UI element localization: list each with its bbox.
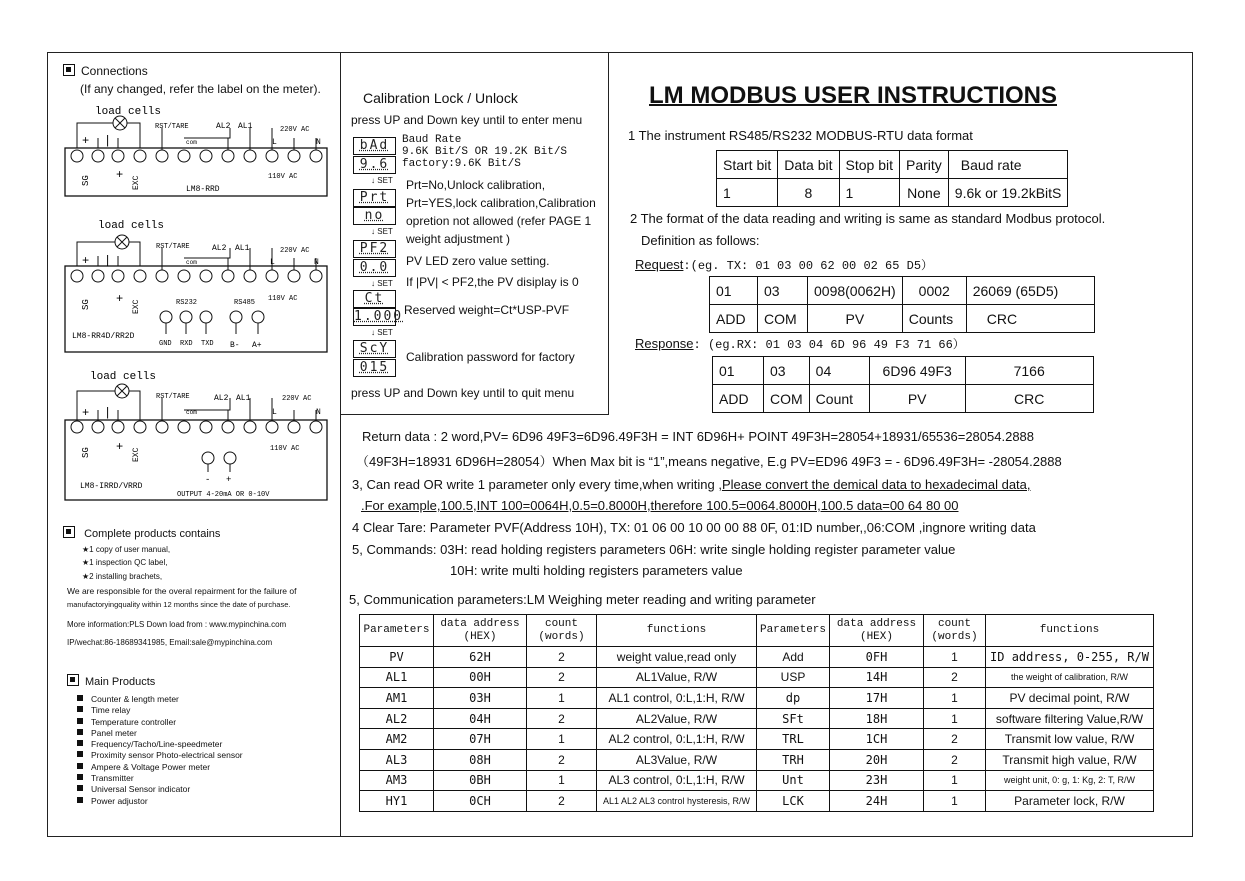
- table-cell: Unt: [757, 770, 830, 791]
- output-label: OUTPUT 4-20mA OR 0-10V: [177, 491, 270, 499]
- a-plus-label: A+: [252, 341, 262, 350]
- table-cell: PV decimal point, R/W: [986, 688, 1154, 709]
- table-cell: AL3: [360, 749, 434, 770]
- complete-heading: Complete products contains: [63, 526, 220, 540]
- enter-menu-text: press UP and Down key until to enter menu: [351, 113, 583, 127]
- exc-label: EXC: [132, 175, 141, 190]
- rst-label: RST/TARE: [156, 243, 190, 251]
- table-cell: software filtering Value,R/W: [986, 708, 1154, 729]
- rst-label: RST/TARE: [155, 123, 189, 131]
- com-label: com: [186, 139, 197, 146]
- table-cell: 1CH: [830, 729, 924, 750]
- v110-label: 110V AC: [268, 295, 298, 303]
- wiring-diagram-rr4d: [60, 214, 335, 356]
- table-cell: 1: [924, 791, 986, 812]
- divider: [340, 414, 608, 415]
- table-cell: AL1 AL2 AL3 control hysteresis, R/W: [597, 791, 757, 812]
- column-header: data address (HEX): [830, 615, 924, 647]
- table-cell: SFt: [757, 708, 830, 729]
- divider: [608, 52, 609, 415]
- table-cell: 14H: [830, 667, 924, 688]
- table-cell: AL1Value, R/W: [597, 667, 757, 688]
- al2-label: AL2: [212, 244, 227, 253]
- model-label: LM8-RRD: [186, 185, 220, 194]
- table-cell: 07H: [434, 729, 527, 750]
- gnd-label: GND: [159, 340, 172, 348]
- complete-item: ★1 copy of user manual,: [82, 545, 171, 554]
- table-cell: COM: [764, 385, 810, 413]
- table-cell: 03: [764, 357, 810, 385]
- table-cell: 0CH: [434, 791, 527, 812]
- return-data-text: Return data : 2 word,PV= 6D96 49F3=6D96.49F3H = INT 6D96H+ POINT 49F3H=28054+18931/65536=28054.2888: [362, 429, 1035, 444]
- wiring-diagram-rrd: [60, 98, 335, 200]
- download-info: More information:PLS Down load from : www.mypinchina.com: [67, 620, 287, 629]
- table-cell: 1: [527, 688, 597, 709]
- com-label: com: [186, 409, 197, 416]
- table-cell: AM2: [360, 729, 434, 750]
- lcd-display: Ct: [353, 290, 396, 308]
- al2-label: AL2: [216, 122, 231, 131]
- al1-label: AL1: [238, 122, 253, 131]
- table-row: [360, 791, 1154, 812]
- table-cell: PV: [360, 647, 434, 668]
- table-cell: 01: [710, 277, 758, 305]
- table-cell: 1: [527, 770, 597, 791]
- pf2-text: PV LED zero value setting. If |PV| < PF2,the PV disiplay is 0: [406, 254, 579, 289]
- table-row: [360, 770, 1154, 791]
- set-arrow: ↓ SET: [371, 279, 393, 288]
- set-arrow: ↓ SET: [371, 328, 393, 337]
- table-cell: weight unit, 0: g, 1: Kg, 2: T, R/W: [986, 770, 1154, 791]
- table-cell: AL3 control, 0:L,1:H, R/W: [597, 770, 757, 791]
- checkbox-icon: [63, 526, 75, 538]
- table-cell: LCK: [757, 791, 830, 812]
- table-cell: USP: [757, 667, 830, 688]
- section-2-text: 2 The format of the data reading and writing is same as standard Modbus protocol.: [630, 211, 1106, 226]
- plus-label: +: [82, 406, 90, 420]
- section-5-commands: 10H: write multi holding registers parameters value: [450, 563, 743, 578]
- table-row: [360, 729, 1154, 750]
- table-cell: 01: [713, 357, 764, 385]
- table-cell: CRC: [965, 385, 1093, 413]
- model-label: LM8-IRRD/VRRD: [80, 482, 143, 491]
- table-cell: 2: [527, 667, 597, 688]
- minus-label: |: [104, 406, 112, 420]
- table-cell: AL3Value, R/W: [597, 749, 757, 770]
- table-cell: 1: [717, 179, 778, 207]
- section-5-params: 5, Communication parameters:LM Weighing meter reading and writing parameter: [349, 592, 816, 607]
- table-cell: AL1: [360, 667, 434, 688]
- section-3-text: 3, Can read OR write 1 parameter only every time,when writing ,Please convert the demical data to hexadecimal data,: [352, 477, 1031, 492]
- table-cell: 7166: [965, 357, 1093, 385]
- section-3-example: .For example,100.5,INT 100=0064H,0.5=0.8000H,therefore 100.5=0064.8000H,100.5 data=00 64 80 00: [361, 498, 959, 513]
- table-cell: Baud rate: [948, 151, 1068, 179]
- connections-note: (If any changed, refer the label on the meter).: [80, 82, 321, 96]
- prt-text: Prt=No,Unlock calibration, Prt=YES,lock calibration,Calibration opretion not allowed (refer PAGE 1 weight adjustment ): [406, 178, 596, 246]
- table-cell: AL2Value, R/W: [597, 708, 757, 729]
- table-cell: 17H: [830, 688, 924, 709]
- model-label: LM8-RR4D/RR2D: [72, 332, 135, 341]
- connections-heading: Connections: [63, 64, 148, 78]
- table-cell: 18H: [830, 708, 924, 729]
- rs232-label: RS232: [176, 299, 198, 307]
- lcd-display: no: [353, 207, 396, 225]
- n-label: N: [314, 258, 319, 267]
- table-cell: ADD: [710, 305, 758, 333]
- section-5-commands: 5, Commands: 03H: read holding registers parameters 06H: write single holding register parameter value: [352, 542, 956, 557]
- com-label: com: [186, 259, 197, 266]
- table-cell: Data bit: [778, 151, 839, 179]
- table-cell: 62H: [434, 647, 527, 668]
- table-cell: AM3: [360, 770, 434, 791]
- table-cell: 0098(0062H): [808, 277, 903, 305]
- return-data-text: （49F3H=18931 6D96H=28054）When Max bit is “1”,means negative, E.g PV=ED96 49F3 = - 6D96.49F3H= -28054.2888: [356, 454, 1062, 469]
- minus-label: |: [104, 254, 112, 268]
- table-cell: TRH: [757, 749, 830, 770]
- ct-text: Reserved weight=Ct*USP-PVF: [404, 303, 570, 317]
- n-label: N: [316, 408, 321, 417]
- l-label: L: [272, 408, 277, 417]
- table-cell: AL2: [360, 708, 434, 729]
- table-cell: PV: [808, 305, 903, 333]
- data-format-table: [716, 150, 1068, 207]
- response-table: [712, 356, 1094, 413]
- list-item: Universal Sensor indicator: [77, 784, 243, 795]
- main-products-heading: Main Products: [67, 674, 155, 688]
- table-cell: 23H: [830, 770, 924, 791]
- table-cell: 20H: [830, 749, 924, 770]
- table-row: [360, 688, 1154, 709]
- baud-rate-text: Baud Rate 9.6K Bit/S OR 19.2K Bit/S factory:9.6K Bit/S: [402, 134, 568, 170]
- table-cell: the weight of calibration, R/W: [986, 667, 1154, 688]
- table-cell: 1: [924, 708, 986, 729]
- lcd-display: 1.000: [354, 309, 404, 324]
- divider: [340, 52, 341, 837]
- column-header: data address (HEX): [434, 615, 527, 647]
- lcd-display: 0.0: [353, 259, 396, 277]
- table-cell: 1: [527, 729, 597, 750]
- rst-label: RST/TARE: [156, 393, 190, 401]
- txd-label: TXD: [201, 340, 214, 348]
- list-item: Frequency/Tacho/Line-speedmeter: [77, 739, 243, 750]
- table-row: [360, 667, 1154, 688]
- list-item: Temperature controller: [77, 717, 243, 728]
- rxd-label: RXD: [180, 340, 193, 348]
- table-cell: 03: [758, 277, 808, 305]
- table-cell: CRC: [966, 305, 1094, 333]
- table-cell: Add: [757, 647, 830, 668]
- table-cell: AL2 control, 0:L,1:H, R/W: [597, 729, 757, 750]
- set-arrow: ↓ SET: [371, 176, 393, 185]
- table-cell: weight value,read only: [597, 647, 757, 668]
- definition-text: Definition as follows:: [641, 233, 760, 248]
- l-label: L: [272, 138, 277, 147]
- table-row: [360, 708, 1154, 729]
- load-cells-label: load cells: [95, 106, 162, 118]
- table-cell: Stop bit: [839, 151, 899, 179]
- table-cell: 2: [924, 667, 986, 688]
- table-cell: 0002: [902, 277, 966, 305]
- calibration-title: Calibration Lock / Unlock: [363, 90, 518, 106]
- lcd-display: 015: [353, 359, 396, 377]
- table-cell: 9.6k or 19.2kBitS: [948, 179, 1068, 207]
- v220-label: 220V AC: [280, 126, 310, 134]
- minus-label: |: [104, 134, 112, 148]
- wiring-diagram-irrd: [60, 364, 335, 506]
- table-cell: COM: [758, 305, 808, 333]
- table-cell: 6D96 49F3: [869, 357, 965, 385]
- column-header: Parameters: [360, 615, 434, 647]
- plus-label: +: [82, 254, 90, 268]
- table-cell: 2: [924, 749, 986, 770]
- plus-label: +: [116, 168, 124, 182]
- parameter-table: [359, 614, 1154, 812]
- list-item: Proximity sensor Photo-electrical sensor: [77, 750, 243, 761]
- response-line: Response: (eg.RX: 01 03 04 6D 96 49 F3 71 66）: [635, 336, 965, 352]
- l-label: L: [270, 258, 275, 267]
- checkbox-icon: [63, 64, 75, 76]
- table-row: [360, 647, 1154, 668]
- table-cell: ADD: [713, 385, 764, 413]
- plus-label: +: [116, 292, 124, 306]
- load-cells-label: load cells: [90, 371, 157, 383]
- table-cell: 24H: [830, 791, 924, 812]
- table-cell: 08H: [434, 749, 527, 770]
- exc-label: EXC: [132, 299, 141, 314]
- quit-menu-text: press UP and Down key until to quit menu: [351, 386, 575, 400]
- complete-item: ★1 inspection QC label,: [82, 558, 168, 567]
- table-cell: 26069 (65D5): [966, 277, 1094, 305]
- b-minus-label: B-: [230, 341, 240, 350]
- out-plus-label: +: [226, 475, 232, 485]
- plus-label: +: [82, 134, 90, 148]
- al2-label: AL2: [214, 394, 229, 403]
- list-item: Transmitter: [77, 773, 243, 784]
- main-products-list: [77, 694, 243, 807]
- contact-info: IP/wechat:86-18689341985, Email:sale@mypinchina.com: [67, 638, 273, 647]
- column-header: count (words): [924, 615, 986, 647]
- column-header: functions: [986, 615, 1154, 647]
- table-cell: 0FH: [830, 647, 924, 668]
- table-cell: ID address, 0-255, R/W: [986, 647, 1154, 668]
- n-label: N: [316, 138, 321, 147]
- table-cell: 2: [527, 647, 597, 668]
- list-item: Counter & length meter: [77, 694, 243, 705]
- out-minus-label: -: [205, 475, 211, 485]
- warranty-text: manufactoryingquality within 12 months since the date of purchase.: [67, 600, 291, 609]
- table-cell: 8: [778, 179, 839, 207]
- column-header: functions: [597, 615, 757, 647]
- al1-label: AL1: [236, 394, 251, 403]
- set-arrow: ↓ SET: [371, 227, 393, 236]
- sg-label: SG: [81, 175, 91, 186]
- complete-item: ★2 installing brachets,: [82, 572, 163, 581]
- table-cell: 04H: [434, 708, 527, 729]
- v110-label: 110V AC: [270, 445, 300, 453]
- column-header: Parameters: [757, 615, 830, 647]
- rs485-label: RS485: [234, 299, 256, 307]
- table-cell: 2: [527, 708, 597, 729]
- table-cell: Parameter lock, R/W: [986, 791, 1154, 812]
- table-cell: Transmit high value, R/W: [986, 749, 1154, 770]
- table-cell: 1: [924, 770, 986, 791]
- load-cells-label: load cells: [98, 220, 165, 232]
- table-row: [360, 749, 1154, 770]
- table-cell: Parity: [899, 151, 948, 179]
- exc-label: EXC: [132, 447, 141, 462]
- warranty-text: We are responsible for the overal repairment for the failure of: [67, 586, 297, 596]
- lcd-display: bAd: [353, 137, 396, 155]
- v220-label: 220V AC: [280, 247, 310, 255]
- lcd-display: ScY: [353, 340, 396, 358]
- table-cell: Start bit: [717, 151, 778, 179]
- table-cell: 0BH: [434, 770, 527, 791]
- table-cell: Counts: [902, 305, 966, 333]
- column-header: count (words): [527, 615, 597, 647]
- table-cell: 03H: [434, 688, 527, 709]
- table-cell: PV: [869, 385, 965, 413]
- al1-label: AL1: [235, 244, 250, 253]
- lcd-display: PF2: [353, 240, 396, 258]
- lcd-display: Prt: [353, 189, 396, 207]
- table-cell: TRL: [757, 729, 830, 750]
- table-cell: 1: [924, 647, 986, 668]
- table-cell: 1: [839, 179, 899, 207]
- section-4-text: 4 Clear Tare: Parameter PVF(Address 10H), TX: 01 06 00 10 00 00 88 0F, 01:ID number,,06:COM ,ingnore writing data: [352, 520, 1036, 535]
- list-item: Ampere & Voltage Power meter: [77, 762, 243, 773]
- list-item: Time relay: [77, 705, 243, 716]
- list-item: Power adjustor: [77, 796, 243, 807]
- lcd-display: 9.6: [353, 156, 396, 174]
- plus-label: +: [116, 440, 124, 454]
- v220-label: 220V AC: [282, 395, 312, 403]
- sg-label: SG: [81, 299, 91, 310]
- sg-label: SG: [81, 447, 91, 458]
- table-cell: 2: [527, 749, 597, 770]
- table-cell: Count: [809, 385, 869, 413]
- v110-label: 110V AC: [268, 173, 298, 181]
- table-cell: dp: [757, 688, 830, 709]
- table-cell: Transmit low value, R/W: [986, 729, 1154, 750]
- scy-text: Calibration password for factory: [406, 350, 575, 364]
- list-item: Panel meter: [77, 728, 243, 739]
- checkbox-icon: [67, 674, 79, 686]
- section-1-text: 1 The instrument RS485/RS232 MODBUS-RTU data format: [628, 128, 973, 143]
- request-line: Request:(eg. TX: 01 03 00 62 00 02 65 D5）: [635, 257, 934, 273]
- table-cell: HY1: [360, 791, 434, 812]
- table-cell: AM1: [360, 688, 434, 709]
- table-cell: 00H: [434, 667, 527, 688]
- table-cell: 2: [924, 729, 986, 750]
- table-cell: AL1 control, 0:L,1:H, R/W: [597, 688, 757, 709]
- table-cell: 2: [527, 791, 597, 812]
- table-cell: 04: [809, 357, 869, 385]
- page-title: LM MODBUS USER INSTRUCTIONS: [649, 82, 1057, 109]
- table-cell: None: [899, 179, 948, 207]
- request-table: [709, 276, 1095, 333]
- table-cell: 1: [924, 688, 986, 709]
